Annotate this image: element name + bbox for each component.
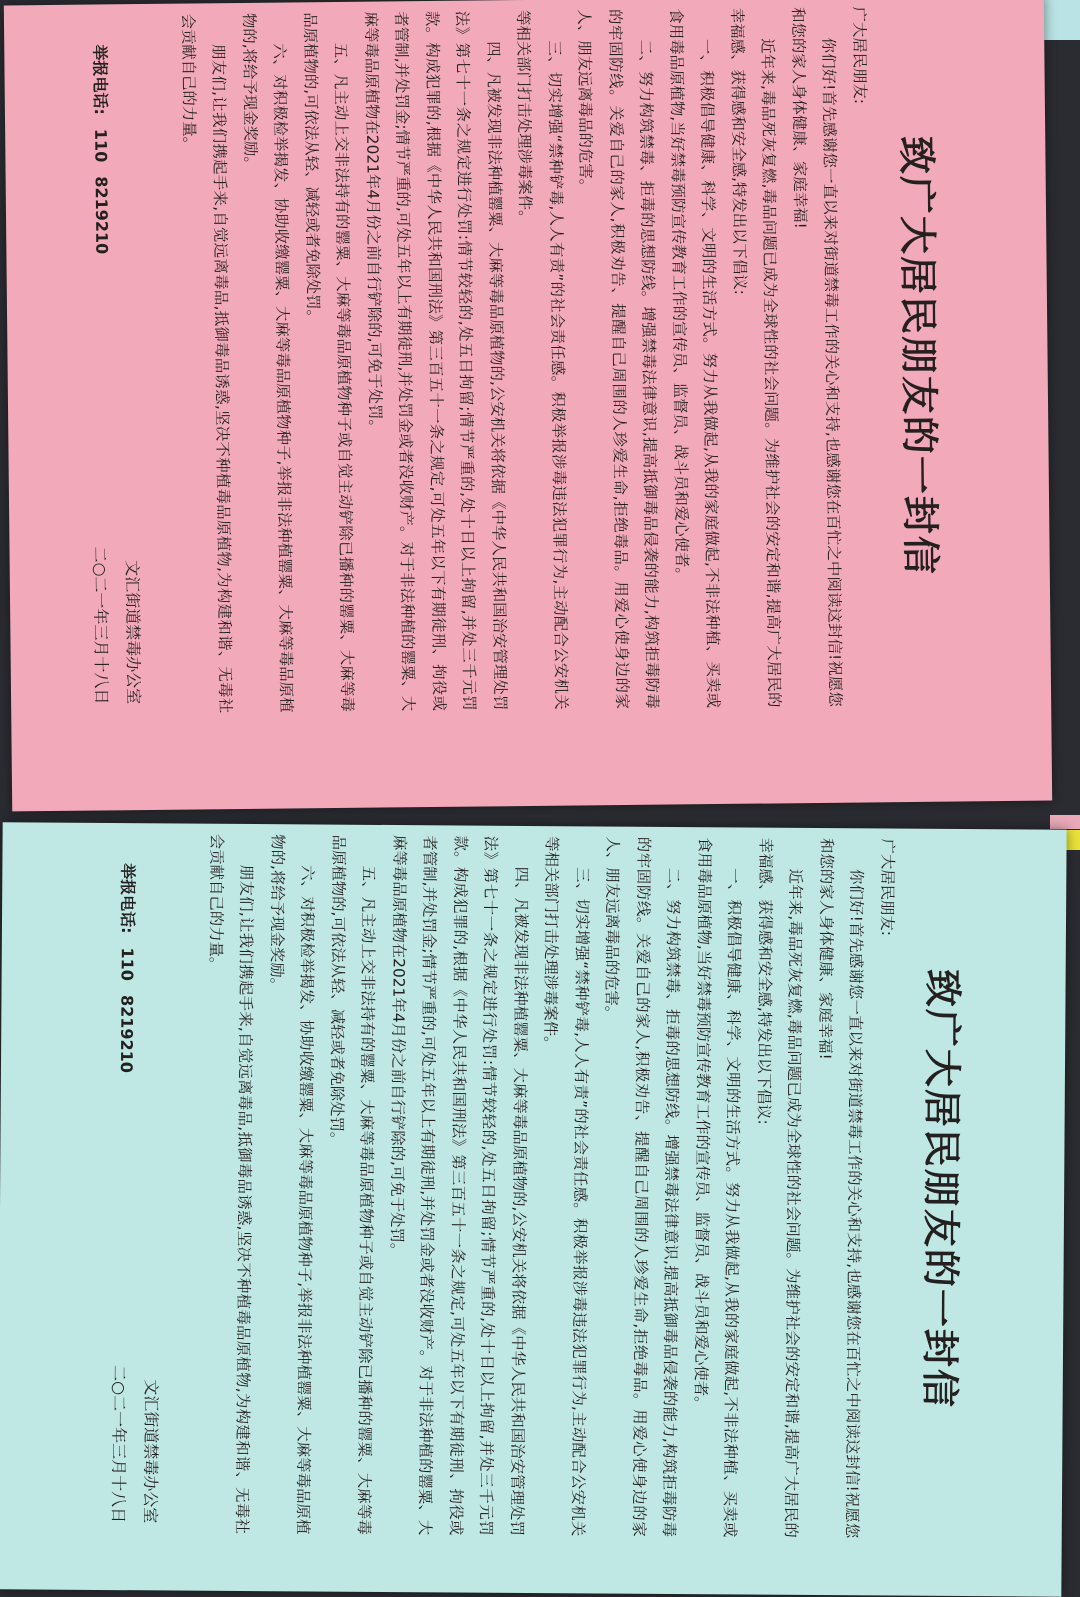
hotline-number: 8219210 — [92, 176, 112, 255]
letter-body — [102, 823, 903, 1549]
paragraph: 朋友们,让我们携起手来,自觉远离毒品,抵御毒品诱惑,坚决不种植毒品原植物,为构建和谐、无毒社会贡献自己的力量。 — [178, 13, 235, 714]
paragraph: 六、对积极检举揭发、协助收缴罂粟、大麻等毒品原植物种子,举报非法种植罂粟、大麻等毒品原植物的,将给予现金奖励。 — [267, 834, 317, 1535]
letter-title: 致广大居民朋友的一封信 — [917, 968, 965, 1410]
blue-letter-sheet — [0, 822, 1067, 1596]
issuer — [84, 546, 150, 715]
letter-title: 致广大居民朋友的一封信 — [894, 135, 943, 577]
paragraph: 五、凡主动上交非法持有的罂粟、大麻等毒品原植物种子或自觉主动铲除已播种的罂粟、大麻等毒品原植物的,可依法从轻、减轻或者免除处罚。 — [327, 834, 378, 1535]
paragraph: 四、凡被发现非法种植罂粟、大麻等毒品原植物的,公安机关将依据《中华人民共和国治安管理处罚法》第七十一条之规定进行处罚:情节较轻的,处五日拘留;情节严重的,处十日以上拘留,并处三千元罚款。构成犯罪的,根据《中华人民共和国刑法》第三百五十一条之规定,可处五年以下有期徒刑、拘役或者管制,并处罚金;情节严重的,可处五年以上有期徒刑,并处罚金或者没收财产。对于非法种植的罂粟、大麻等毒品原植物在2021年4月份之前自行铲除的,可免于处罚。 — [361, 10, 510, 712]
paragraph: 四、凡被发现非法种植罂粟、大麻等毒品原植物的,公安机关将依据《中华人民共和国治安管理处罚法》第七十一条之规定进行处罚:情节较轻的,处五日拘留;情节严重的,处十日以上拘留,并处三千元罚款。构成犯罪的,根据《中华人民共和国刑法》第三百五十一条之规定,可处五年以下有期徒刑、拘役或者管制,并处罚金;情节严重的,可处五年以上有期徒刑,并处罚金或者没收财产。对于非法种植的罂粟、大麻等毒品原植物在2021年4月份之前自行铲除的,可免于处罚。 — [387, 835, 531, 1536]
paragraph: 朋友们,让我们携起手来,自觉远离毒品,抵御毒品诱惑,坚决不种植毒品原植物,为构建和谐、无毒社会贡献自己的力量。 — [206, 833, 256, 1535]
background-paper-edge — [1050, 815, 1080, 829]
paragraph: 三、切实增强“禁种铲毒,人人有责”的社会责任感。积极举报涉毒违法犯罪行为,主动配合公安机关等相关部门打击处理涉毒案件。 — [514, 9, 571, 710]
hotline-number: 110 — [118, 947, 138, 982]
salutation: 广大居民朋友: — [877, 838, 897, 937]
letter-body — [78, 0, 881, 725]
office-name: 文汇街道禁毒办公室 — [123, 560, 144, 705]
paragraph: 六、对积极检举揭发、协助收缴罂粟、大麻等毒品原植物种子,举报非法种植罂粟、大麻等毒品原植物的,将给予现金奖励。 — [239, 12, 296, 713]
paragraph: 你们好!首先感谢您一直以来对街道禁毒工作的关心和支持,也感谢您在百忙之中阅读这封信!祝愿您和您的家人身体健康、家庭幸福! — [788, 7, 845, 707]
paragraph: 一、积极倡导健康、科学、文明的生活方式。努力从我做起,从我的家庭做起,不非法种植、买卖或食用毒品原植物,当好禁毒预防宣传教育工作的宣传员、监督员、战斗员和爱心使者。 — [666, 8, 723, 709]
issuer — [102, 1365, 167, 1533]
paragraph: 一、积极倡导健康、科学、文明的生活方式。努力从我做起,从我的家庭做起,不非法种植、买卖或食用毒品原植物,当好禁毒预防宣传教育工作的宣传员、监督员、战斗员和爱心使者。 — [691, 837, 744, 1538]
hotline-number: 110 — [91, 128, 111, 163]
issue-date: 二○二一年三月十八日 — [109, 1365, 130, 1524]
paragraph: 你们好!首先感谢您一直以来对街道禁毒工作的关心和支持,也感谢您在百忙之中阅读这封信!祝愿您和您的家人身体健康、家庭幸福! — [816, 837, 866, 1539]
paragraph: 三、切实增强“禁种铲毒,人人有责”的社会责任感。积极举报涉毒违法犯罪行为,主动配合公安机关等相关部门打击处理涉毒案件。 — [541, 836, 592, 1537]
salutation: 广大居民朋友: — [849, 6, 869, 105]
report-hotline — [84, 14, 145, 268]
pink-letter-sheet — [4, 0, 1052, 811]
hotline-label: 举报电话: — [90, 44, 111, 115]
hotline-number: 8219210 — [117, 994, 137, 1073]
issue-date: 二○二一年三月十八日 — [90, 546, 112, 705]
paragraph: 二、努力构筑禁毒、拒毒的思想防线。增强禁毒法律意识,提高抵御毒品侵袭的能力,构筑拒毒防毒的牢固防线。关爱自己的家人,积极劝告、提醒自己周围的人珍爱生命,拒绝毒品。用爱心使身边的家人、朋友远离毒品的危害。 — [575, 8, 662, 710]
signature-block — [78, 14, 149, 715]
hotline-label: 举报电话: — [118, 863, 138, 934]
signature-block — [102, 833, 171, 1533]
paragraph: 二、努力构筑禁毒、拒毒的思想防线。增强禁毒法律意识,提高抵御毒品侵袭的能力,构筑拒毒防毒的牢固防线。关爱自己的家人,积极劝告、提醒自己周围的人珍爱生命,拒绝毒品。用爱心使身边的家人、朋友远离毒品的危害。 — [602, 836, 683, 1538]
letter-content — [78, 0, 971, 725]
paragraph: 近年来,毒品死灰复燃,毒品问题已成为全球性的社会问题。为维护社会的安定和谐,提高广大居民的幸福感、获得感和安全感,特发出以下倡议: — [727, 7, 784, 708]
letter-content — [102, 823, 993, 1549]
paragraph: 五、凡主动上交非法持有的罂粟、大麻等毒品原植物种子或自觉主动铲除已播种的罂粟、大麻等毒品原植物的,可依法从轻、减轻或者免除处罚。 — [300, 12, 357, 712]
paragraph: 近年来,毒品死灰复燃,毒品问题已成为全球性的社会问题。为维护社会的安定和谐,提高广大居民的幸福感、获得感和安全感,特发出以下倡议: — [754, 837, 805, 1538]
report-hotline — [111, 833, 171, 1087]
office-name: 文汇街道禁毒办公室 — [141, 1379, 162, 1524]
background-paper-edge — [1040, 0, 1080, 40]
